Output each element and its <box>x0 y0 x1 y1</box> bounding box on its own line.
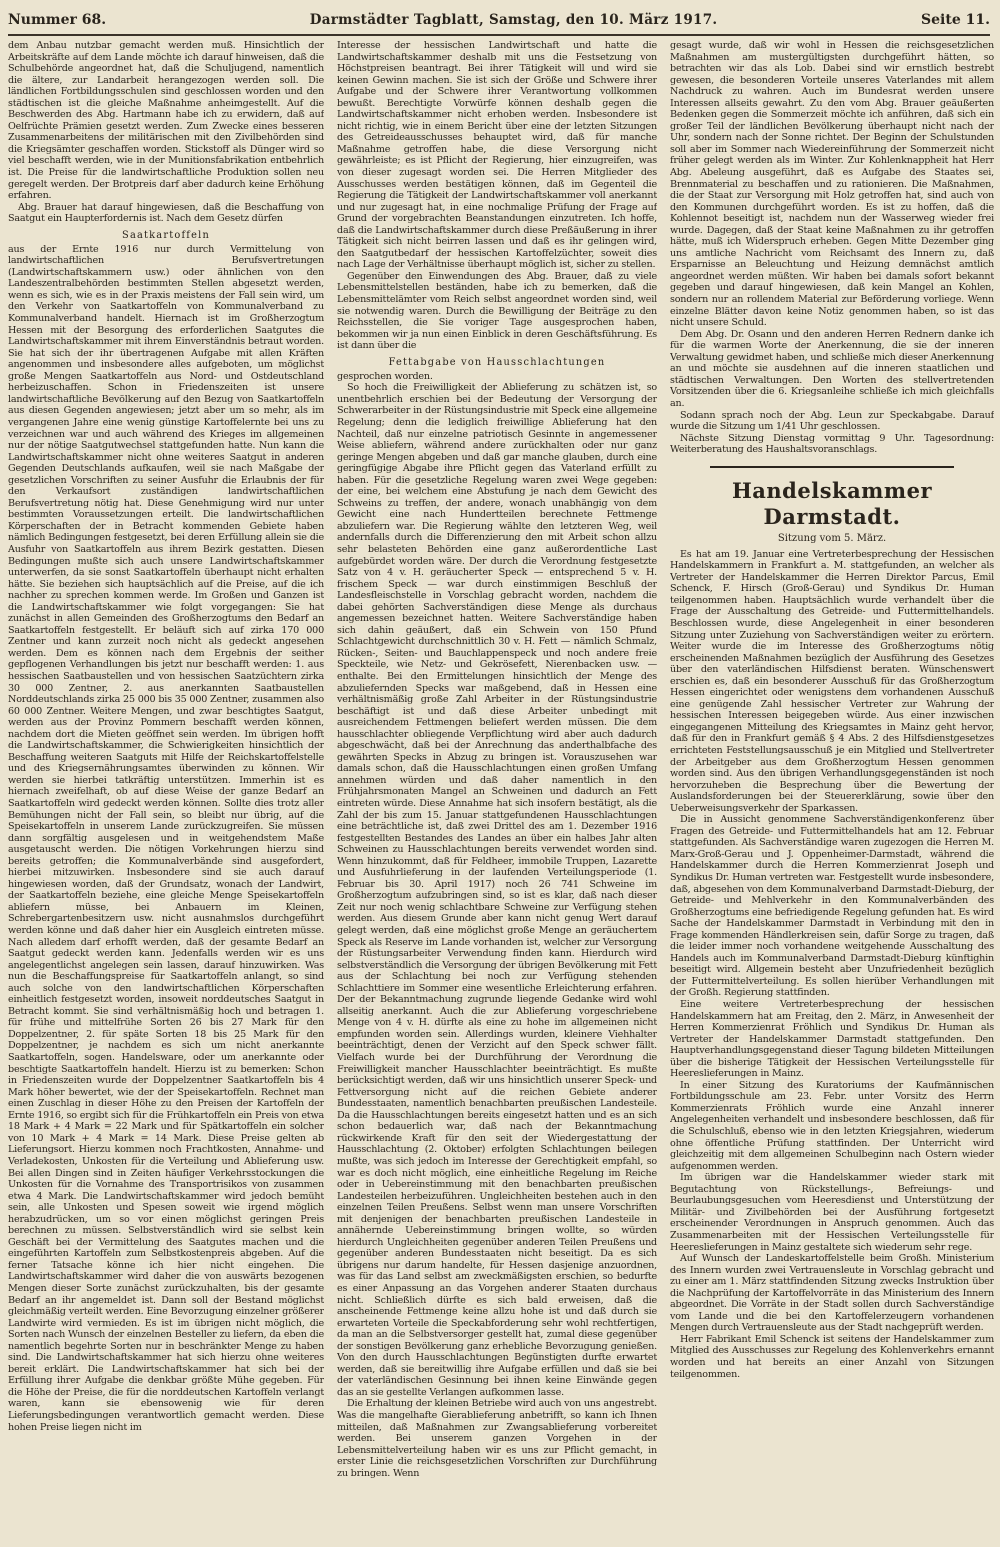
paragraph: Dem Abg. Dr. Osann und den anderen Herren Rednern danke ich für die warmen Worte der Anerkennung, die sie der inneren Verwaltung gewidmet haben, und schließe mich dieser Anerkennung an und möchte sie ausdehnen auf die inneren staatlichen und städtischen Verwaltungen. Den Worten des stellvertretenden Vorsitzenden über die 6. Kriegsanleihe schließe ich mich gleichfalls an. <box>670 328 994 409</box>
paragraph: Eine weitere Vertreterbesprechung der hessischen Handelskammern hat am Freitag, den 2. März, in Anwesenheit der Herren Kommerzienrat Fröhlich und Syndikus Dr. Human als Vertreter der Handelskammer Darmstadt stattgefunden. Den Hauptverhandlungsgegenstand dieser Tagung bildeten Mitteilungen über die bisherige Tätigkeit der Hessischen Verteilungsstelle für Heereslieferungen in Mainz. <box>670 999 994 1080</box>
paragraph: Sodann sprach noch der Abg. Leun zur Speckabgabe. Darauf wurde die Sitzung um 1/41 Uhr geschlossen. <box>670 409 994 433</box>
article-dateline: Sitzung vom 5. März. <box>777 532 887 544</box>
section-subhead: Fettabgabe von Hausschlachtungen <box>388 356 606 368</box>
column-1 <box>8 40 324 1539</box>
column-2 <box>337 40 657 1539</box>
section-divider <box>710 466 954 468</box>
paragraph: Es hat am 19. Januar eine Vertreterbesprechung der Hessischen Handelskammern in Frankfurt a. M. stattgefunden, an welcher als Vertreter der Handelskammer die Herren Direktor Parcus, Emil Schenck, F. Hirsch (Groß-Gerau) und Syndikus Dr. Human teilgenommen haben. Hauptsächlich wurde verhandelt über die Frage der Ausschaltung des Getreide- und Futtermittelhandels. Beschlossen wurde, diese Angelegenheit in einer besonderen Sitzung unter Zuziehung von Sachverständigen weiter zu erörtern. Weiter wurde die im Interesse des Großherzogtums nötig erscheinenden Maßnahmen bezüglich der Ausführung des Gesetzes über den vaterländischen Hilfsdienst beraten. Wünschenswert erschien es, daß ein besonderer Ausschuß für das Großherzogtum Hessen eingerichtet oder wenigstens dem vorhandenen Ausschuß eine genügende Zahl hessischer Vertreter zur Wahrung der hessischen Interessen beigegeben würde. Aus einer inzwischen eingegangenen Mitteilung des Kriegsamtes in Mainz geht hervor, daß für den in Frankfurt gemäß § 4 Abs. 2 des Hilfsdienstgesetzes errichteten Feststellungsausschuß je ein Mitglied und Stellvertreter der Arbeitgeber aus dem Großherzogtum Hessen genommen worden sind. Aus den übrigen Verhandlungsgegenständen ist noch hervorzuheben die Besprechung über die Bewertung der Auslandsforderungen bei der Steuererklärung, sowie über den Ueberweisungsverkehr der Sparkassen. <box>670 548 994 814</box>
paragraph: Abg. Brauer hat darauf hingewiesen, daß die Beschaffung von Saatgut ein Haupterfordernis ist. Nach dem Gesetz dürfen <box>8 201 324 225</box>
paragraph: Gegenüber den Einwendungen des Abg. Brauer, daß zu viele Lebensmittelstellen beständen, habe ich zu bemerken, daß die Lebensmittelämter vom Reich selbst angeordnet worden sind, weil sie notwendig waren. Durch die Bewilligung der Beiträge zu den Reichsstellen, die Sie voriger Tage ausgesprochen haben, bekommen wir ja nun einen Einblick in deren Geschäftsführung. Es ist dann über die <box>337 270 657 352</box>
paragraph: dem Anbau nutzbar gemacht werden muß. Hinsichtlich der Arbeitskräfte auf dem Lande möchte ich darauf hinweisen, daß die Schulbehörde angeordnet hat, daß die Schuljugend, namentlich die ältere, zur Landarbeit herangezogen werden soll. Die ländlichen Fortbildungsschulen sind geschlossen worden und den städtischen ist die gleiche Maßnahme anheimgestellt. Auf die Beschwerden des Abg. Hartmann habe ich zu erwidern, daß auf Oelfrüchte Prämien gesetzt werden. Zum Zwecke eines besseren Zusammenarbeitens der militärischen mit den Zivilbehörden sind die Kriegsämter geschaffen worden. Stickstoff als Dünger wird so viel beschafft werden, wie in der Munitionsfabrikation entbehrlich ist. Die Preise für die landwirtschaftliche Produktion sollen neu geregelt werden. Der Brotpreis darf aber dadurch keine Erhöhung erfahren. <box>8 40 324 202</box>
column-3 <box>670 40 994 1539</box>
paragraph: gesprochen worden. <box>337 370 433 382</box>
section-subhead: Saatkartoffeln <box>122 229 210 241</box>
issue-number: Nummer 68. <box>8 12 107 28</box>
paragraph: Die Erhaltung der kleinen Betriebe wird auch von uns angestrebt. Was die mangelhafte Gierablieferung anbetrifft, so kann ich Ihnen mitteilen, daß Maßnahmen zur Zwangsablieferung vorbereitet werden. Bei unserem ganzen Vorgehen in der Lebensmittelverteilung haben wir es uns zur Pflicht gemacht, in erster Linie die reichsgesetzlichen Vorschriften zur Durchführung zu bringen. Wenn <box>337 1398 657 1479</box>
article-headline: Handelskammer Darmstadt. <box>731 477 933 529</box>
paragraph: Interesse der hessischen Landwirtschaft und hatte die Landwirtschaftskammer deshalb mit uns die Festsetzung von Höchstpreisen beantragt. Bei ihrer Tätigkeit will und wird sie keinen Gewinn machen. Sie ist sich der Größe und Schwere ihrer Aufgabe und der Schwere ihrer Verantwortung vollkommen bewußt. Berechtigte Vorwürfe können deshalb gegen die Landwirtschaftskammer nicht erhoben werden. Insbesondere ist nicht richtig, wie in einem Bericht über eine der letzten Sitzungen des Getreideausschusses behauptet wird, daß für manche Maßnahme getroffen habe, die diese Versorgung nicht gewährleiste; es ist Pflicht der Regierung, hier einzugreifen, was von dieser zugesagt worden sei. Die Herren Mitglieder des Ausschusses werden bestätigen können, daß im Gegenteil die Regierung die Tätigkeit der Landwirtschaftskammer voll anerkannt und nur zugesagt hat, in eine nochmalige Prüfung der Frage auf Grund der vorgebrachten Beanstandungen einzutreten. Ich hoffe, daß die Landwirtschaftskammer durch diese Preßäußerung in ihrer Tätigkeit sich nicht beirren lassen und daß es ihr gelingen wird, den Saatgutbedarf der hessischen Kartoffelzüchter, soweit dies nach Lage der Verhältnisse überhaupt möglich ist, sicher zu stellen. <box>337 40 657 271</box>
paragraph: aus der Ernte 1916 nur durch Vermittelung von landwirtschaftlichen Berufsvertretungen (Landwirtschaftskammern usw.) oder ähnlichen von den Landeszentralbehörden bestimmten Stellen abgesetzt werden, wenn es sich, wie es in der Praxis meistens der Fall sein wird, um den Verkehr von Saatkartoffeln von Kommunalverband zu Kommunalverband handelt. Hiernach ist im Großherzogtum Hessen mit der Besorgung des erforderlichen Saatgutes die Landwirtschaftskammer mit ihrem Einverständnis betraut worden. Sie hat sich der ihr übertragenen Aufgabe mit allen Kräften angenommen und insbesondere alles aufgeboten, um möglichst große Mengen Saatkartoffeln aus Nord- und Ostdeutschland herbeizuschaffen. Schon in Friedenszeiten ist unsere landwirtschaftliche Bevölkerung auf den Bezug von Saatkartoffeln aus diesen Gegenden angewiesen; jetzt aber um so mehr, als im vergangenen Jahre eine wenig günstige Kartoffelernte bei uns zu verzeichnen war und auch während des Krieges im allgemeinen nur der nötige Saatgutwechsel stattgefunden hatte. Nun kann die Landwirtschaftskammer nicht ohne weiteres Saatgut in anderen Gegenden Deutschlands aufkaufen, weil sie nach Maßgabe der gesetzlichen Vorschriften zu seiner Ausfuhr die Erlaubnis der für den Verkaufsort zuständigen landwirtschaftlichen Berufsvertretung nötig hat. Diese Genehmigung wird nur unter bestimmten Voraussetzungen erteilt. Die landwirtschaftlichen Körperschaften der in Betracht kommenden Gebiete haben nämlich Bedingungen festgesetzt, bei deren Erfüllung allein sie die Ausfuhr von Saatkartoffeln aus ihrem Bezirk gestatten. Diesen Bedingungen mußte sich auch unsere Landwirtschaftskammer unterwerfen, da sie sonst Saatkartoffeln überhaupt nicht erhalten hätte. Sie beziehen sich hauptsächlich auf die Preise, auf die ich nachher zu sprechen kommen werde. Im Großen und Ganzen ist die Landwirtschaftskammer wie folgt vorgegangen: Sie hat zunächst in allen Gemeinden des Großherzogtums den Bedarf an Saatkartoffeln festgestellt. Er beläuft sich auf zirka 170 000 Zentner und kann zurzeit noch nicht als gedeckt angesehen werden. Dem es können nach dem Ergebnis der seither gepflogenen Verhandlungen bis jetzt nur beschafft werden: 1. aus hessischen Saatbaustellen und von hessischen Saatzüchtern zirka 30 000 Zentner, 2. aus anerkannten Saatbaustellen Norddeutschlands zirka 25 000 bis 35 000 Zentner, zusammen also 60 000 Zentner. Weitere Mengen, und zwar beschtigtes Saatgut, werden aus der Provinz Pommern beschafft werden können, nachdem dort die Mieten geöffnet sein werden. Im übrigen hofft die Landwirtschaftskammer, die Schwierigkeiten hinsichtlich der Beschaffung weiteren Saatguts mit Hilfe der Reichskartoffelstelle und des Kriegsernährungsamtes überwinden zu können. Wir werden sie hierbei tatkräftig unterstützen. Immerhin ist es hiernach zweifelhaft, ob auf diese Weise der ganze Bedarf an Saatkartoffeln wird gedeckt werden können. Sollte dies trotz aller Bemühungen nicht der Fall sein, so bleibt nur übrig, auf die Speisekartoffeln in unserem Lande zurückzugreifen. Sie müssen dann sorgfältig ausgelesen und in weitgehendstem Maße ausgetauscht werden. Die nötigen Vorkehrungen hierzu sind bereits getroffen; die Kommunalverbände sind ausgefordert, hierbei mitzuwirken. Insbesondere sind sie auch darauf hingewiesen worden, daß der Grundsatz, wonach der Landwirt, der Saatkartoffeln beziehe, eine gleiche Menge Speisekartoffeln abliefern müsse, bei Anbauern im Kleinen, Schrebergartenbesitzern usw. nicht ausnahmslos durchgeführt werden könne und daß daher hier ein Ausgleich eintreten müsse. Nach alledem darf erhofft werden, daß der gesamte Bedarf an Saatgut gedeckt werden kann. Jedenfalls werden wir es uns angelegentlichst angelegen sein lassen, darauf hinzuwirken. Was nun die Beschaffungspreise für Saatkartoffeln anlangt, so sind auch solche von den landwirtschaftlichen Körperschaften einheitlich festgesetzt worden, insoweit norddeutsches Saatgut in Betracht kommt. Sie sind verhältnismäßig hoch und betragen 1. für frühe und mittelfrühe Sorten 26 bis 27 Mark für den Doppelzentner, 2. für späte Sorten 18 bis 25 Mark für den Doppelzentner, je nachdem es sich um nicht anerkannte Saatkartoffeln, sogen. Handelsware, oder um anerkannte oder beschtigte Saatkartoffeln handelt. Hierzu ist zu bemerken: Schon in Friedenszeiten wurde der Doppelzentner Saatkartoffeln bis 4 Mark höher bewertet, wie der der Speisekartoffeln. Rechnet man einen Zuschlag in dieser Höhe zu den Preisen der Kartoffeln der Ernte 1916, so ergibt sich für die Frühkartoffeln ein Preis von etwa 18 Mark + 4 Mark = 22 Mark und für Spätkartoffeln ein solcher von 10 Mark + 4 Mark = 14 Mark. Diese Preise gelten ab Lieferungsort. Hierzu kommen noch Frachtkosten, Annahme- und Verladekosten, Unkosten für die Verteilung und Ablieferung usw. Bei allen Dingen sind in Zeiten häufiger Verkehrsstockungen die Unkosten für die Vornahme des Transportrisikos von zusammen etwa 4 Mark. Die Landwirtschaftskammer wird jedoch bemüht sein, alle Unkosten und Spesen soweit wie irgend möglich herabzudrücken, um so vor einen möglichst geringen Preis berechnen zu müssen. Selbstverständlich wird sie selbst kein Geschäft bei der Vermittelung des Saatgutes machen und die eingeführten Kartoffeln zum Selbstkostenpreis abgeben. Auf die ferner Tatsache könne ich hier nicht eingehen. Die Landwirtschaftskammer wird daher die von auswärts bezogenen Mengen dieser Sorte zunächst zurückzuhalten, bis der gesamte Bedarf an ihr angemeldet ist. Dann soll der Bestand möglichst gleichmäßig verteilt werden. Eine Bevorzugung einzelner größerer Landwirte wird vermieden. Es ist im übrigen nicht möglich, die Sorten nach Wunsch der einzelnen Besteller zu liefern, da eben die namentlich begehrte Sorten nur in beschränkter Menge zu haben sind. Die Landwirtschaftskammer hat sich hierzu ohne weiteres bereit erklärt. Die Landwirtschaftskammer hat sich bei der Erfüllung ihrer Aufgabe die denkbar größte Mühe gegeben. Für die Höhe der Preise, die für die norddeutschen Kartoffeln verlangt waren, kann sie ebensowenig wie für deren Lieferungsbedingungen verantwortlich gemacht werden. Diese hohen Preise liegen nicht im <box>8 243 324 1433</box>
masthead <box>8 6 990 36</box>
paragraph: Herr Fabrikant Emil Schenck ist seitens der Handelskammer zum Mitglied des Ausschusses zur Regelung des Kohlenverkehrs ernannt worden und hat bereits an einer Anzahl von Sitzungen teilgenommen. <box>670 1333 994 1380</box>
paragraph: gesagt wurde, daß wir wohl in Hessen die reichsgesetzlichen Maßnahmen am mustergültigsten durchgeführt hätten, so betrachten wir das als Lob. Dabei sind wir ernstlich bestrebt gewesen, die besonderen Vorteile unseres Vaterlandes mit allem Nachdruck zu wahren. Auch im Bundesrat werden unsere Interessen allseits gewahrt. Zu den vom Abg. Brauer geäußerten Bedenken gegen die Sommerzeit möchte ich anführen, daß sich ein großer Teil der ländlichen Bevölkerung überhaupt nicht nach der Uhr, sondern nach der Sonne richtet. Der Beginn der Schulstunden soll aber im Sommer nach Wiedereinführung der Sommerzeit nicht früher gelegt werden als im Winter. Zur Kohlenknappheit hat Herr Abg. Abeleung ausgeführt, daß es Aufgabe des Staates sei, Brennmaterial zu beschaffen und zu rationieren. Die Maßnahmen, die der Staat zur Versorgung mit Holz getroffen hat, sind auch von den Kommunen durchgeführt worden. Es ist zu hoffen, daß die Kohlennot beseitigt ist, nachdem nun der Wasserweg wieder frei wurde. Dagegen, daß der Staat keine Maßnahmen zu ihr getroffen hätte, muß ich Widerspruch erheben. Gegen Mitte Dezember ging uns amtliche Nachricht vom Reichsamt des Innern zu, daß Ersparnisse an Beleuchtung und Heizung demnächst amtlich angeordnet werden müßten. Wir haben bei damals sofort bekannt gegeben und darauf hingewiesen, daß kein Mangel an Kohlen, sondern nur an rollendem Material zur Beförderung vorliege. Wenn einzelne Blätter davon keine Notiz genommen haben, so ist das nicht unsere Schuld. <box>670 40 994 329</box>
paragraph: Die in Aussicht genommene Sachverständigenkonferenz über Fragen des Getreide- und Futtermittelhandels hat am 12. Februar stattgefunden. Als Sachverständige waren zugezogen die Herren M. Marx-Groß-Gerau und J. Oppenheimer-Darmstadt, während die Handelskammer durch die Herren Kommerzienrat Joseph und Syndikus Dr. Human vertreten war. Festgestellt wurde insbesondere, daß, abgesehen von dem Kommunalverband Darmstadt-Dieburg, der Getreide- und Mehlverkehr in den Kommunalverbänden des Großherzogtums eine befriedigende Regelung gefunden hat. Es wird Sache der Handelskammer Darmstadt in Verbindung mit den in Frage kommenden Händlerkreisen sein, dafür Sorge zu tragen, daß die leider immer noch vorhandene weitgehende Ausschaltung des Handels auch im Kommunalverband Darmstadt-Dieburg künftighin beseitigt wird. Allgemein besteht aber Unzufriedenheit bezüglich der Futtermittelverteilung. Es sollen hierüber Verhandlungen mit der Großh. Regierung stattfinden. <box>670 814 994 999</box>
page-number: Seite 11. <box>921 12 990 28</box>
paragraph: Nächste Sitzung Dienstag vormittag 9 Uhr. Tagesordnung: Weiterberatung des Haushaltsvoranschlags. <box>670 432 994 456</box>
paragraph: In einer Sitzung des Kuratoriums der Kaufmännischen Fortbildungsschule am 23. Febr. unter Vorsitz des Herrn Kommerzienrats Fröhlich wurde eine Anzahl innerer Angelegenheiten verhandelt und insbesondere beschlossen, daß für die Schulschluß, ebenso wie in den letzten Kriegsjahren, wiederum ohne öffentliche Prüfung stattfinden. Der Unterricht wird gleichzeitig mit dem allgemeinen Schulbeginn nach Ostern wieder aufgenommen werden. <box>670 1079 994 1172</box>
paragraph: Auf Wunsch der Landeskartoffelstelle beim Großh. Ministerium des Innern wurden zwei Vertrauensleute in Vorschlag gebracht und zu einer am 1. März stattfindenden Sitzung zwecks Instruktion über die Nachprüfung der Kartoffelvorräte in das Ministerium des Innern abgeordnet. Die Vorräte in der Stadt sollen durch Sachverständige vom Lande und die bei den Kartoffelerzeugern vorhandenen Mengen durch Vertrauensleute aus der Stadt nachgeprüft werden. <box>670 1253 994 1334</box>
paragraph: Im übrigen war die Handelskammer wieder stark mit Begutachtung von Rückstellungs-, Befreiungs- und Beurlaubungsgesuchen vom Heeresdienst und Unterstützung der Militär- und Zivilbehörden bei der Ausführung fortgesetzt erscheinender Verordnungen in Anspruch genommen. Auch das Zusammenarbeiten mit der Hessischen Verteilungsstelle für Heereslieferungen in Mainz gestaltete sich wiederum sehr rege. <box>670 1172 994 1253</box>
text-columns <box>8 40 994 1539</box>
masthead-title: Darmstädter Tagblatt, Samstag, den 10. März 1917. <box>309 12 718 28</box>
paragraph: So hoch die Freiwilligkeit der Ablieferung zu schätzen ist, so unentbehrlich erschien bei der Bedeutung der Versorgung der Schwerarbeiter in der Rüstungsindustrie mit Speck eine allgemeine Regelung; denn die lediglich freiwillige Ablieferung hat den Nachteil, daß nur einzelne patriotisch Gesinnte in angemessener Weise abliefern, während andere zurückhalten oder nur ganz geringe Mengen abgeben und daß gar manche glauben, durch eine geringfügige Abgabe ihre Pflicht gegen das Vaterland erfüllt zu haben. Für die gesetzliche Regelung waren zwei Wege gegeben: der eine, bei welchem eine Abstufung je nach dem Gewicht des Schweins zu treffen, der andere, wonach unabhängig von dem Gewicht eine nach Hundertteilen berechnete Fettmenge abzuliefern war. Die Regierung wählte den letzteren Weg, weil andernfalls durch die Differenzierung den mit Arbeit schon allzu sehr belasteten Behörden eine ganz außerordentliche Last aufgebürdet worden wäre. Der durch die Verordnung festgesetzte Satz von 4 v. H. geräucherter Speck — entsprechend 5 v. H. frischem Speck — war durch einstimmigen Beschluß der Landesfleischstelle in Vorschlag gebracht worden, nachdem die dabei gehörten Sachverständigen diese Menge als durchaus angemessen bezeichnet hatten. Weitere Sachverständige haben sich dahin geäußert, daß ein Schwein von 150 Pfund Schlachtgewicht durchschnittlich 30 v. H. Fett — nämlich Schmalz, Rücken-, Seiten- und Bauchlappenspeck und noch andere freie Speckteile, wie Netz- und Gekrösefett, Nierenbacken usw. — enthalte. Bei den Ermittelungen hinsichtlich der Menge des abzuliefernden Specks war maßgebend, daß in Hessen eine verhältnismäßig große Zahl Arbeiter in der Rüstungsindustrie beschäftigt ist und daß diese Arbeiter unbedingt mit ausreichendem Fettmengen beliefert werden müssen. Die dem hausschlachter obliegende Verpflichtung wird aber auch dadurch abgeschwächt, daß bei der Anrechnung das anderthalbfache des gewährten Specks in Abzug zu bringen ist. Vorauszusehen war damals schon, daß die Hausschlachtungen einen großen Umfang annehmen würden und daß daher namentlich in den Frühjahrsmonaten Mangel an Schweinen und dadurch an Fett eintreten würde. Diese Annahme hat sich insofern bestätigt, als die Zahl der bis zum 15. Januar stattgefundenen Hausschlachtungen eine beträchtliche ist, daß zwei Drittel des am 1. Dezember 1916 festgestellten Bestandes des Landes an über ein halbes Jahr alten Schweinen zu Hausschlachtungen bereits verwendet worden sind. Wenn hinzukommt, daß für Feldheer, immobile Truppen, Lazarette und Ausfuhrlieferung in der laufenden Verteilungsperiode (1. Februar bis 30. April 1917) noch 26 741 Schweine im Großherzogtum aufzubringen sind, so ist es klar, daß nach dieser Zeit nur noch wenig schlachtbare Schweine zur Verfügung stehen werden. Aus diesem Grunde aber kann nicht genug Wert darauf gelegt werden, daß eine möglichst große Menge an geräuchertem Speck als Reserve im Lande vorhanden ist, welcher zur Versorgung der Rüstungsarbeiter Verwendung finden kann. Hierdurch wird selbstverständlich die Versorgung der übrigen Bevölkerung mit Fett aus der Schlachtung bei noch zur Verfügung stehenden Schlachttiere im Sommer eine wesentliche Erleichterung erfahren. Der der Bekanntmachung zugrunde liegende Gedanke wird wohl allseitig anerkannt. Auch die zur Ablieferung vorgeschriebene Menge von 4 v. H. dürfte als eine zu hohe im allgemeinen nicht empfunden worden sein. Allerdings wurden, kleinere Viehhalter beeinträchtigt, denen der Verzicht auf den Speck schwer fällt. Vielfach wurde bei der Durchführung der Verordnung die Freiwilligkeit mancher Hausschlachter beeinträchtigt. Es mußte berücksichtigt werden, daß wir uns hinsichtlich unserer Speck- und Fettversorgung nicht auf die reichen Gebiete anderer Bundesstaaten, namentlich benachbarten preußischen Landesteile. Da die Hausschlachtungen bereits eingesetzt hatten und es an sich schon bedauerlich war, daß nach der Bekanntmachung rückwirkende Kraft für den seit der Wiedergestattung der Hausschlachtung (2. Oktober) erfolgten Schlachtungen beilegen mußte, was sich jedoch im Interesse der Gerechtigkeit empfahl, so war es doch nicht möglich, eine einheitliche Regelung im Reiche oder in Uebereinstimmung mit den benachbarten preußischen Landesteilen herbeizuführen. Ungleichheiten bestehen auch in den einzelnen Teilen Preußens. Selbst wenn man unsere Vorschriften mit denjenigen der benachbarten preußischen Landesteile in annähernde Uebereinstimmung bringen wollte, so würden hierdurch Ungleichheiten gegenüber anderen Teilen Preußens und gegenüber anderen Bundesstaaten nicht beseitigt. Da es sich übrigens nur darum handelte, für Hessen dasjenige anzuordnen, was für das Land selbst am zweckmäßigsten erschien, so bedurfte es einer Anpassung an das Vorgehen anderer Staaten durchaus nicht. Schließlich dürfte es sich bald erweisen, daß die anscheinende Fettmenge keine allzu hohe ist und daß durch sie erwarteten Vorteile die Speckabforderung sehr wohl rechtfertigen, da man an die Selbstversorger gestellt hat, zumal diese gegenüber der sonstigen Bevölkerung ganz erhebliche Bevorzugung genießen. Von den durch Hausschlachtungen Begünstigten durfte erwartet werden, daß sie bereitwillig ihre Aufgabe erfüllen und daß sie bei der vaterländischen Gesinnung bei ihnen keine Einwände gegen das an sie gestellte Verlangen aufkommen lasse. <box>337 382 657 1398</box>
